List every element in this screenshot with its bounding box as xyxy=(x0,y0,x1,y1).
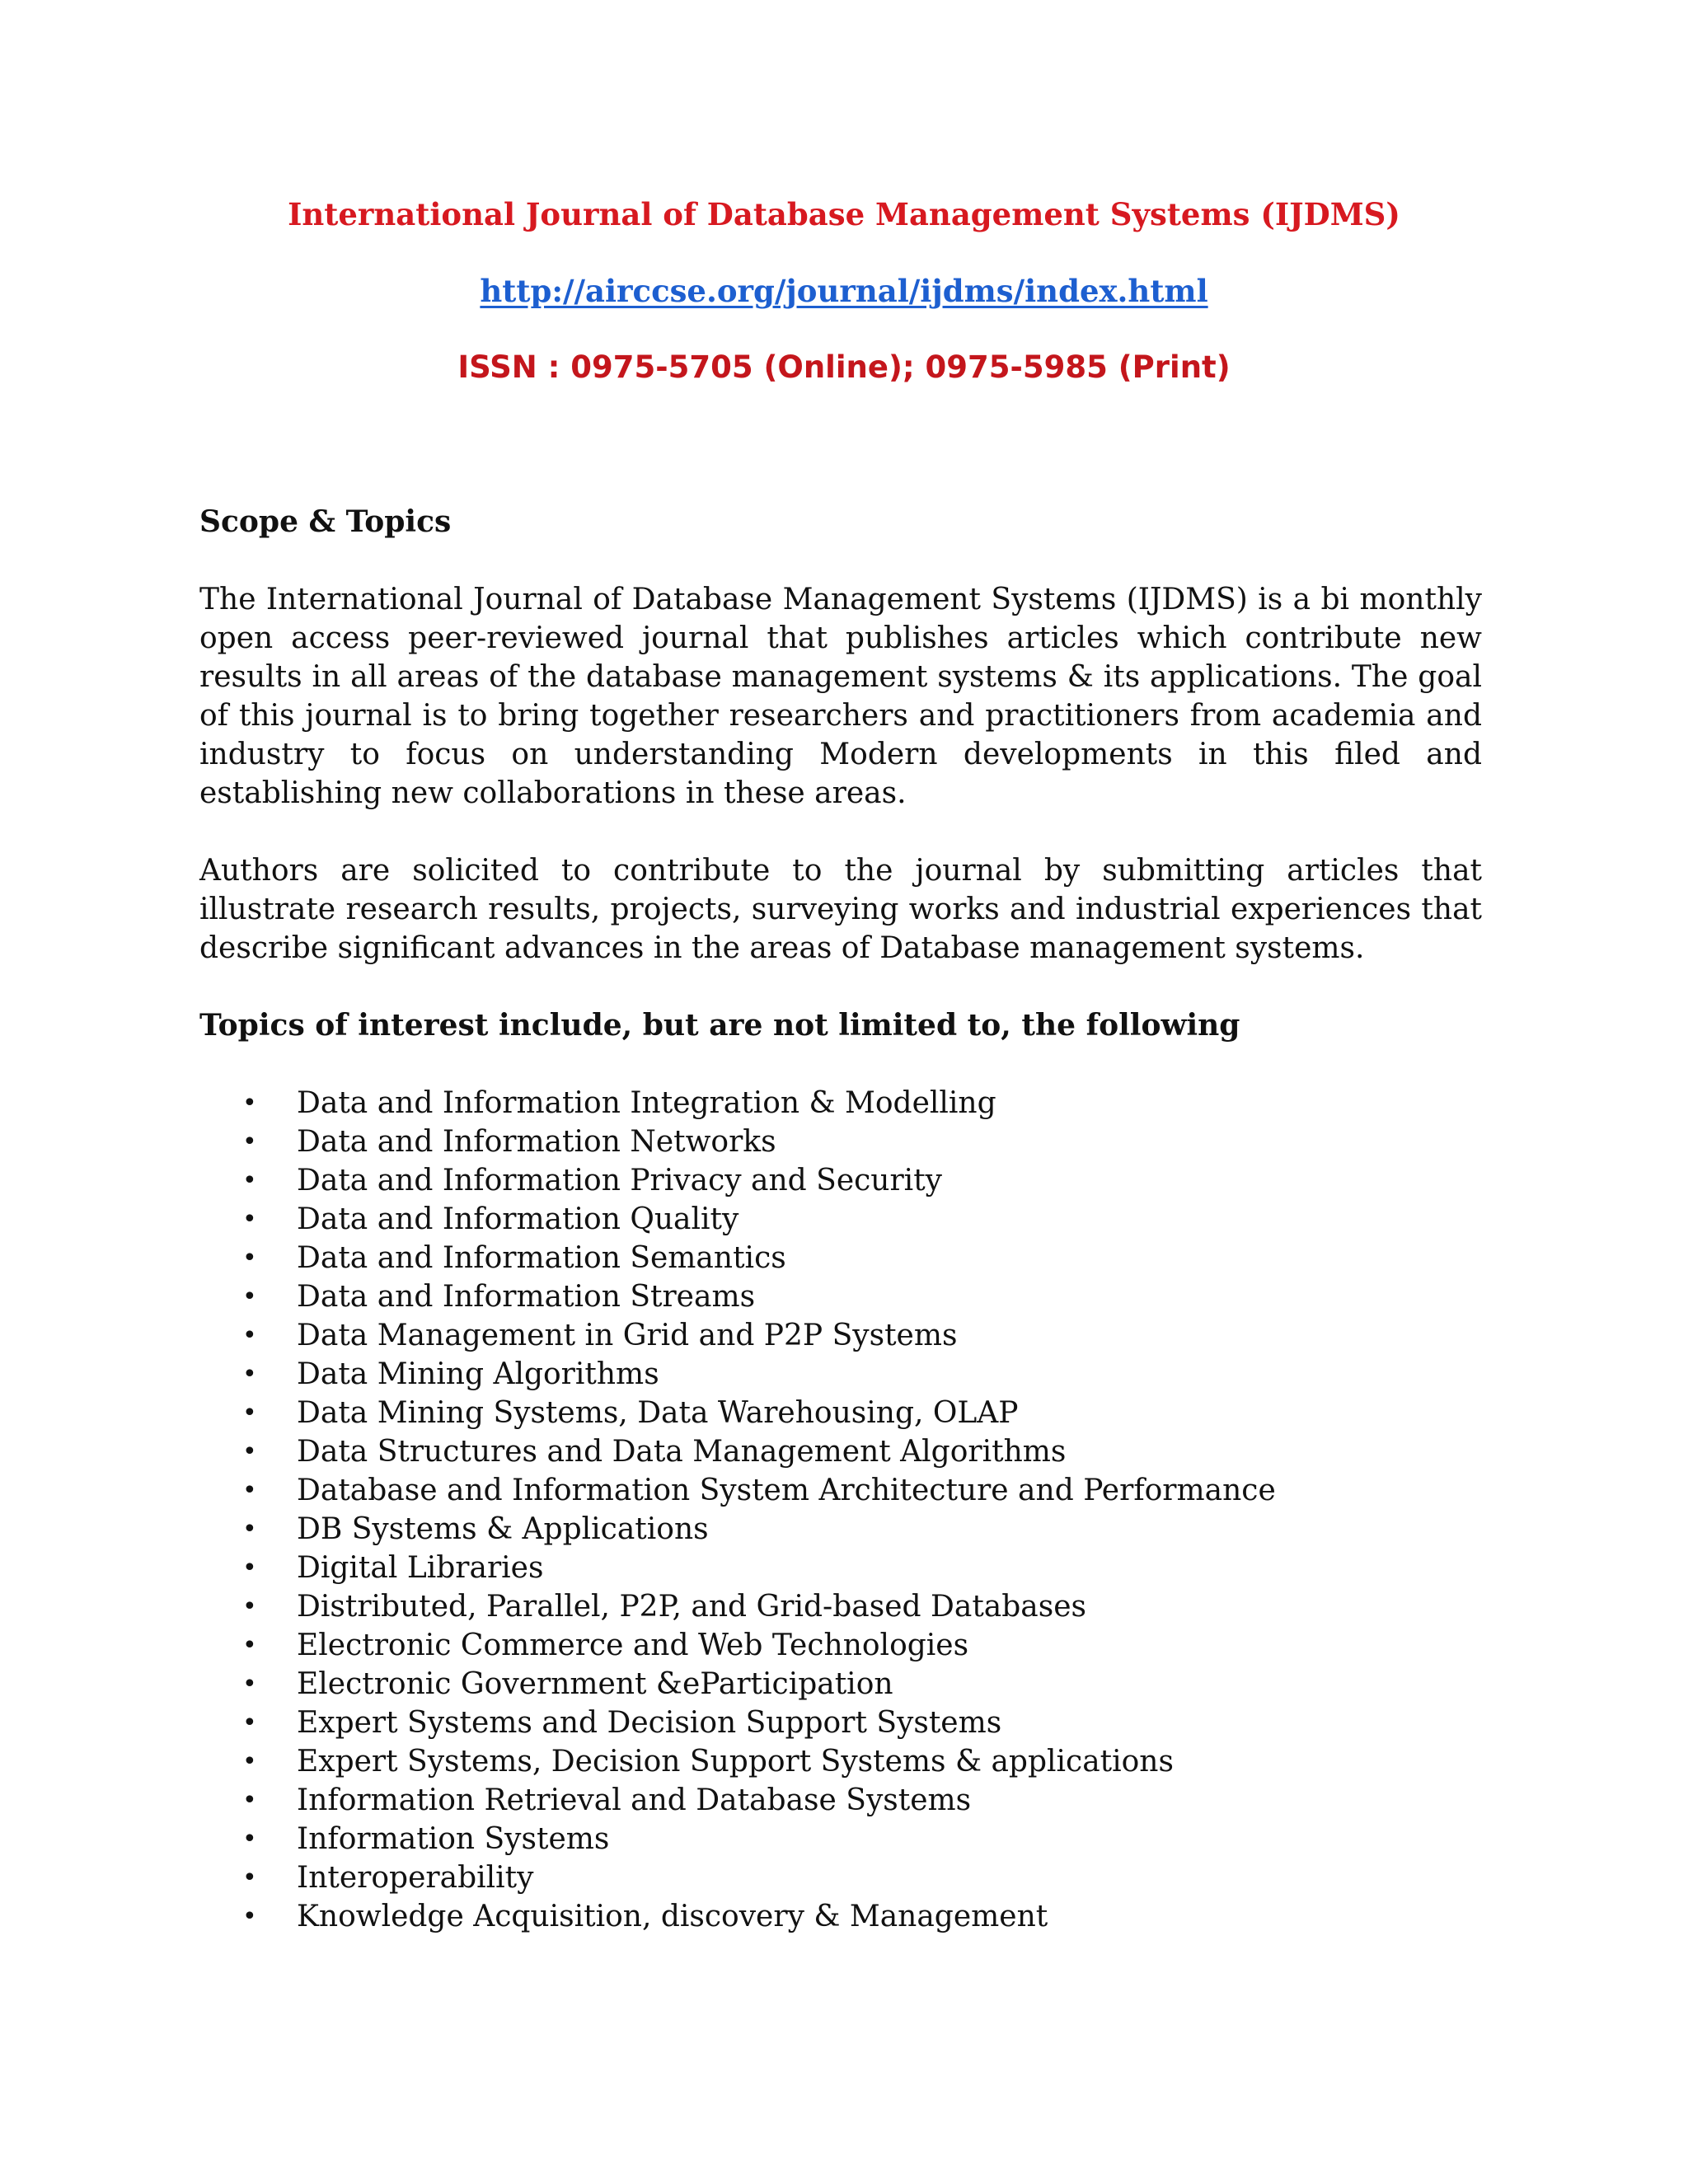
bullet-icon: • xyxy=(242,1476,257,1505)
topic-label: Data Mining Systems, Data Warehousing, OLAP xyxy=(297,1396,1019,1430)
bullet-icon: • xyxy=(242,1902,257,1931)
topic-list-item xyxy=(199,1277,1482,1316)
bullet-icon: • xyxy=(242,1747,257,1776)
topic-label: Database and Information System Architecture and Performance xyxy=(297,1474,1276,1507)
bullet-icon: • xyxy=(242,1127,257,1156)
topics-heading: Topics of interest include, but are not limited to, the following xyxy=(199,1008,1240,1043)
topic-list-item xyxy=(199,1742,1482,1781)
bullet-icon: • xyxy=(242,1825,257,1854)
journal-title: International Journal of Database Management Systems (IJDMS) xyxy=(288,196,1400,232)
issn-line: ISSN : 0975-5705 (Online); 0975-5985 (Print) xyxy=(457,349,1231,385)
bullet-icon: • xyxy=(242,1244,257,1272)
bullet-icon: • xyxy=(242,1554,257,1582)
topic-list-item xyxy=(199,1122,1482,1161)
bullet-icon: • xyxy=(242,1708,257,1737)
topic-list-item xyxy=(199,1587,1482,1626)
topic-list-item xyxy=(199,1704,1482,1742)
scope-paragraph-1: The International Journal of Database Management Systems (IJDMS) is a bi monthly open access peer-reviewed journal that publishes articles which contribute new results in all areas of the database management systems & its applications. The goal of this journal is to bring together researchers and practitioners from academia and industry to focus on understanding Modern developments in this filed and establishing new collaborations in these areas. xyxy=(199,583,1482,810)
topic-label: Expert Systems and Decision Support Systems xyxy=(297,1706,1002,1740)
topic-label: Digital Libraries xyxy=(297,1551,544,1585)
topic-list-item xyxy=(199,1432,1482,1471)
topics-list xyxy=(199,1084,1482,1936)
topic-label: Expert Systems, Decision Support Systems & applications xyxy=(297,1745,1174,1779)
topic-list-item xyxy=(199,1510,1482,1549)
topic-list-item xyxy=(199,1161,1482,1200)
topic-list-item xyxy=(199,1355,1482,1394)
topic-label: Interoperability xyxy=(297,1861,534,1895)
topic-label: Data and Information Integration & Modelling xyxy=(297,1086,996,1120)
bullet-icon: • xyxy=(242,1089,257,1118)
topic-list-item xyxy=(199,1316,1482,1355)
topic-label: Information Systems xyxy=(297,1822,610,1856)
scope-heading: Scope & Topics xyxy=(199,504,452,539)
topic-label: Data and Information Quality xyxy=(297,1202,739,1236)
bullet-icon: • xyxy=(242,1321,257,1350)
topic-label: Data Structures and Data Management Algorithms xyxy=(297,1435,1067,1469)
bullet-icon: • xyxy=(242,1670,257,1699)
topic-list-item xyxy=(199,1239,1482,1277)
scope-paragraph-2: Authors are solicited to contribute to the journal by submitting articles that illustrate research results, projects, surveying works and industrial experiences that describe significant advances in the areas of Database management systems. xyxy=(199,854,1482,965)
topic-label: Data and Information Streams xyxy=(297,1280,756,1314)
bullet-icon: • xyxy=(242,1786,257,1815)
topic-label: DB Systems & Applications xyxy=(297,1512,709,1546)
topic-list-item xyxy=(199,1394,1482,1432)
topic-list-item xyxy=(199,1084,1482,1122)
topic-list-item xyxy=(199,1200,1482,1239)
topic-label: Knowledge Acquisition, discovery & Management xyxy=(297,1900,1048,1933)
bullet-icon: • xyxy=(242,1166,257,1195)
topic-label: Distributed, Parallel, P2P, and Grid-based Databases xyxy=(297,1590,1087,1624)
bullet-icon: • xyxy=(242,1631,257,1660)
topic-label: Data Mining Algorithms xyxy=(297,1357,659,1391)
topic-label: Information Retrieval and Database Systems xyxy=(297,1783,972,1817)
topic-label: Data and Information Semantics xyxy=(297,1241,786,1275)
topic-label: Data and Information Privacy and Security xyxy=(297,1164,942,1197)
topic-list-item xyxy=(199,1665,1482,1704)
topic-label: Data Management in Grid and P2P Systems xyxy=(297,1319,958,1352)
topic-list-item xyxy=(199,1858,1482,1897)
topic-label: Electronic Commerce and Web Technologies xyxy=(297,1629,969,1662)
bullet-icon: • xyxy=(242,1437,257,1466)
bullet-icon: • xyxy=(242,1863,257,1892)
bullet-icon: • xyxy=(242,1592,257,1621)
topic-list-item xyxy=(199,1471,1482,1510)
bullet-icon: • xyxy=(242,1360,257,1389)
topic-label: Data and Information Networks xyxy=(297,1125,776,1159)
topic-list-item xyxy=(199,1781,1482,1820)
topic-list-item xyxy=(199,1626,1482,1665)
bullet-icon: • xyxy=(242,1205,257,1234)
journal-url-link[interactable]: http://airccse.org/journal/ijdms/index.html xyxy=(480,273,1208,309)
topic-list-item xyxy=(199,1549,1482,1587)
topic-list-item xyxy=(199,1897,1482,1936)
main-content xyxy=(199,503,1482,1936)
bullet-icon: • xyxy=(242,1282,257,1311)
bullet-icon: • xyxy=(242,1515,257,1544)
bullet-icon: • xyxy=(242,1399,257,1427)
topic-label: Electronic Government &eParticipation xyxy=(297,1667,893,1701)
journal-header xyxy=(0,191,1688,391)
topic-list-item xyxy=(199,1820,1482,1858)
